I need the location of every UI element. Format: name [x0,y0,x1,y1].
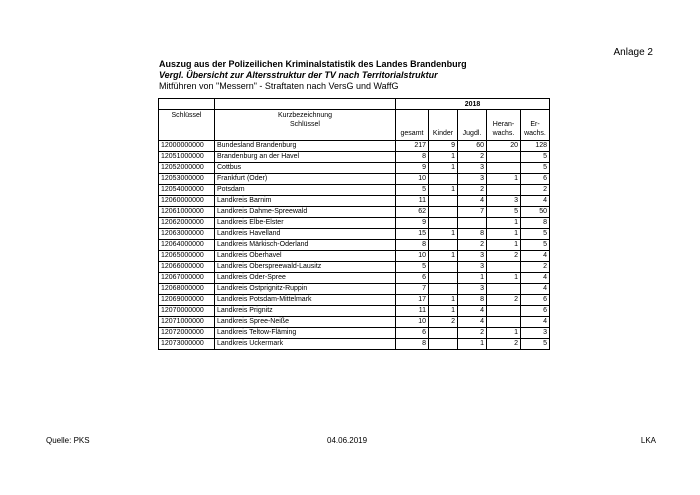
cell-jugdl: 60 [458,141,487,152]
cell-er: 4 [521,317,550,328]
cell-kinder [429,196,458,207]
cell-jugdl: 2 [458,240,487,251]
cell-key: 12072000000 [159,328,215,339]
cell-er: 2 [521,262,550,273]
cell-heran: 5 [487,207,521,218]
cell-name: Landkreis Uckermark [215,339,396,350]
cell-heran: 1 [487,273,521,284]
cell-gesamt: 11 [396,306,429,317]
document-subtitle-2: Mitführen von "Messern" - Straftaten nach VersG und WaffG [159,81,399,91]
footer-date: 04.06.2019 [327,436,368,445]
cell-er: 6 [521,306,550,317]
cell-jugdl: 2 [458,328,487,339]
cell-er: 6 [521,295,550,306]
cell-name: Landkreis Oberspreewald-Lausitz [215,262,396,273]
cell-gesamt: 5 [396,262,429,273]
footer-source: Quelle: PKS [46,436,90,445]
cell-heran: 2 [487,251,521,262]
cell-er: 6 [521,174,550,185]
header-blank-cell [215,99,396,110]
cell-key: 12064000000 [159,240,215,251]
table-row [159,306,550,317]
year-header: 2018 [396,99,550,110]
table-row [159,240,550,251]
cell-heran: 2 [487,295,521,306]
document-title: Auszug aus der Polizeilichen Kriminalstatistik des Landes Brandenburg [159,59,467,69]
column-header-heran [487,110,521,141]
cell-kinder: 9 [429,141,458,152]
cell-name: Potsdam [215,185,396,196]
header-row-columns [159,110,550,141]
cell-heran: 1 [487,229,521,240]
cell-gesamt: 6 [396,328,429,339]
cell-key: 12062000000 [159,218,215,229]
cell-er: 4 [521,251,550,262]
cell-kinder: 1 [429,163,458,174]
cell-heran [487,306,521,317]
cell-gesamt: 6 [396,273,429,284]
column-header-key-label: Schlüssel [171,112,202,119]
table-row [159,273,550,284]
header-blank-cell [159,99,215,110]
cell-jugdl: 3 [458,251,487,262]
cell-key: 12061000000 [159,207,215,218]
cell-gesamt: 10 [396,174,429,185]
cell-jugdl: 1 [458,339,487,350]
cell-heran [487,185,521,196]
cell-er: 5 [521,339,550,350]
column-header-er-line2: wachs. [524,130,546,137]
cell-key: 12054000000 [159,185,215,196]
table-row [159,207,550,218]
cell-name: Landkreis Havelland [215,229,396,240]
cell-er: 2 [521,185,550,196]
cell-kinder [429,207,458,218]
cell-gesamt: 62 [396,207,429,218]
cell-jugdl: 8 [458,295,487,306]
column-header-er [521,110,550,141]
cell-jugdl: 8 [458,229,487,240]
table-row [159,152,550,163]
cell-kinder: 1 [429,152,458,163]
cell-heran [487,262,521,273]
column-header-heran-line1: Heran- [492,121,515,128]
cell-kinder: 1 [429,251,458,262]
cell-name: Landkreis Ostprignitz-Ruppin [215,284,396,295]
cell-name: Landkreis Oberhavel [215,251,396,262]
cell-jugdl: 2 [458,152,487,163]
cell-name: Landkreis Teltow-Fläming [215,328,396,339]
cell-name: Landkreis Barnim [215,196,396,207]
cell-gesamt: 7 [396,284,429,295]
cell-jugdl: 3 [458,284,487,295]
cell-kinder: 1 [429,295,458,306]
cell-kinder [429,240,458,251]
table-row [159,141,550,152]
cell-gesamt: 9 [396,218,429,229]
cell-jugdl: 7 [458,207,487,218]
cell-gesamt: 11 [396,196,429,207]
table-row [159,218,550,229]
cell-kinder: 2 [429,317,458,328]
cell-key: 12068000000 [159,284,215,295]
table-row [159,185,550,196]
cell-name: Landkreis Potsdam-Mittelmark [215,295,396,306]
cell-jugdl: 3 [458,163,487,174]
cell-kinder: 1 [429,306,458,317]
cell-kinder: 1 [429,229,458,240]
heading-block [159,59,467,92]
cell-heran: 3 [487,196,521,207]
cell-key: 12066000000 [159,262,215,273]
cell-key: 12060000000 [159,196,215,207]
cell-er: 50 [521,207,550,218]
column-header-name [215,110,396,141]
column-header-er-line1: Er- [530,121,540,128]
cell-heran: 1 [487,328,521,339]
cell-kinder [429,328,458,339]
cell-er: 4 [521,284,550,295]
footer-org: LKA [640,436,656,445]
cell-name: Landkreis Prignitz [215,306,396,317]
table-row [159,328,550,339]
cell-er: 8 [521,218,550,229]
table-row [159,174,550,185]
cell-kinder [429,273,458,284]
cell-jugdl: 4 [458,306,487,317]
cell-heran [487,317,521,328]
table-row [159,262,550,273]
page-label: Anlage 2 [613,47,653,58]
cell-kinder [429,262,458,273]
cell-gesamt: 9 [396,163,429,174]
cell-er: 5 [521,152,550,163]
cell-gesamt: 15 [396,229,429,240]
cell-kinder [429,174,458,185]
cell-heran: 1 [487,240,521,251]
cell-key: 12065000000 [159,251,215,262]
table-row [159,317,550,328]
cell-heran [487,284,521,295]
table-row [159,339,550,350]
cell-jugdl: 4 [458,317,487,328]
cell-er: 3 [521,328,550,339]
cell-kinder [429,339,458,350]
table-row [159,163,550,174]
cell-gesamt: 8 [396,152,429,163]
column-header-heran-line2: wachs. [492,130,515,137]
column-header-name-line1: Kurzbezeichnung [277,112,333,119]
cell-name: Bundesland Brandenburg [215,141,396,152]
table-row [159,295,550,306]
cell-gesamt: 10 [396,251,429,262]
cell-key: 12053000000 [159,174,215,185]
cell-heran [487,152,521,163]
cell-er: 5 [521,240,550,251]
cell-name: Landkreis Elbe-Elster [215,218,396,229]
column-header-name-line2: Schlüssel [290,121,320,128]
cell-er: 4 [521,273,550,284]
header-row-year [159,99,550,110]
column-header-key [159,110,215,141]
cell-name: Landkreis Oder-Spree [215,273,396,284]
cell-jugdl: 3 [458,174,487,185]
cell-kinder: 1 [429,185,458,196]
cell-gesamt: 17 [396,295,429,306]
cell-jugdl [458,218,487,229]
cell-key: 12071000000 [159,317,215,328]
cell-key: 12000000000 [159,141,215,152]
cell-heran: 1 [487,174,521,185]
cell-key: 12051000000 [159,152,215,163]
column-header-gesamt: gesamt [396,110,429,141]
cell-name: Frankfurt (Oder) [215,174,396,185]
cell-key: 12067000000 [159,273,215,284]
cell-jugdl: 3 [458,262,487,273]
cell-kinder [429,218,458,229]
cell-gesamt: 8 [396,240,429,251]
cell-heran: 20 [487,141,521,152]
cell-jugdl: 4 [458,196,487,207]
cell-key: 12069000000 [159,295,215,306]
document-subtitle: Vergl. Übersicht zur Altersstruktur der TV nach Territorialstruktur [159,70,438,80]
table-body [159,141,550,350]
cell-name: Landkreis Dahme-Spreewald [215,207,396,218]
cell-name: Landkreis Märkisch-Oderland [215,240,396,251]
cell-name: Landkreis Spree-Neiße [215,317,396,328]
cell-name: Cottbus [215,163,396,174]
cell-heran [487,163,521,174]
cell-er: 5 [521,163,550,174]
table-row [159,284,550,295]
cell-gesamt: 10 [396,317,429,328]
cell-gesamt: 217 [396,141,429,152]
cell-key: 12070000000 [159,306,215,317]
cell-gesamt: 5 [396,185,429,196]
cell-kinder [429,284,458,295]
cell-jugdl: 2 [458,185,487,196]
cell-er: 5 [521,229,550,240]
cell-key: 12052000000 [159,163,215,174]
cell-er: 4 [521,196,550,207]
cell-name: Brandenburg an der Havel [215,152,396,163]
table-row [159,251,550,262]
cell-heran: 2 [487,339,521,350]
statistics-table [158,98,550,350]
column-header-kinder: Kinder [429,110,458,141]
cell-er: 128 [521,141,550,152]
cell-heran: 1 [487,218,521,229]
cell-key: 12063000000 [159,229,215,240]
cell-jugdl: 1 [458,273,487,284]
table-row [159,196,550,207]
table-row [159,229,550,240]
cell-key: 12073000000 [159,339,215,350]
column-header-jugdl: Jugdl. [458,110,487,141]
cell-gesamt: 8 [396,339,429,350]
